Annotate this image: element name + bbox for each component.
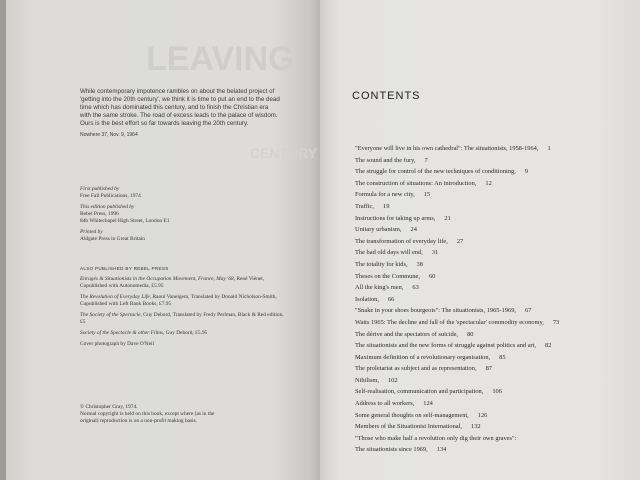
toc-entry-title: Address to all workers, xyxy=(355,400,415,408)
toc-entry-title: "Snake in your shoes bourgeois": The situationists, 1965-1969, xyxy=(355,307,517,315)
toc-entry-page: 19 xyxy=(383,202,390,210)
toc-entry xyxy=(355,294,595,306)
toc-entry-page: 38 xyxy=(416,260,423,268)
toc-entry-title: Instructions for taking up arms, xyxy=(355,214,436,222)
toc-entry xyxy=(355,259,595,271)
toc-entry-title: Maximum definition of a revolutionary organisation, xyxy=(355,353,491,361)
toc-entry-title: Isolation, xyxy=(355,295,379,303)
toc-entry-title: The transformation of everyday life, xyxy=(355,237,448,245)
book-title: The Society of the Spectacle xyxy=(80,312,141,318)
toc-entry xyxy=(355,444,595,456)
toc-entry-title: The dérive and the spectators of suicide, xyxy=(355,330,459,338)
toc-entry xyxy=(355,213,595,225)
book-details: , René Viénet, Copublished with Autonomedia, £5.95 xyxy=(80,276,265,289)
toc-entry-page: 132 xyxy=(471,423,481,431)
toc-entry xyxy=(355,421,595,433)
toc-entry-page: 73 xyxy=(552,318,560,326)
toc-entry-title: The bad old days will end, xyxy=(355,249,423,257)
toc-entry-page: 24 xyxy=(410,226,417,234)
toc-entry-page: 1 xyxy=(547,145,551,152)
toc-entry-page: 80 xyxy=(467,330,474,338)
contents-title: CONTENTS xyxy=(352,90,421,102)
book-item xyxy=(80,330,290,337)
toc-entry-page: 60 xyxy=(428,272,436,280)
toc-entry-title: The situationists since 1969, xyxy=(355,446,428,454)
toc-entry xyxy=(355,166,595,178)
printed-label: Printed by xyxy=(80,229,103,235)
toc-entry xyxy=(355,143,595,155)
toc-entry-page: 12 xyxy=(485,179,492,187)
table-of-contents xyxy=(355,143,595,456)
toc-entry xyxy=(355,224,595,236)
toc-entry-page: 106 xyxy=(492,388,502,396)
toc-entry-title: Traffic, xyxy=(355,202,374,210)
toc-entry-page: 7 xyxy=(424,156,428,164)
toc-entry xyxy=(355,410,595,422)
toc-entry xyxy=(355,201,595,213)
toc-entry-page: 134 xyxy=(436,446,447,454)
toc-entry-title: Formula for a new city, xyxy=(355,191,415,199)
toc-entry xyxy=(355,329,595,341)
toc-entry xyxy=(355,386,595,398)
first-published-label: First published by xyxy=(80,186,120,192)
edition-publisher: Rebel Press, 1996 xyxy=(80,211,119,217)
toc-entry xyxy=(355,236,595,248)
toc-entry-page: 66 xyxy=(387,295,395,303)
toc-entry xyxy=(355,189,595,201)
book-title: The Revolution of Everyday Life xyxy=(80,294,150,300)
toc-entry-title: The proletariat as subject and as representation, xyxy=(355,365,477,373)
printer: Aldgate Press in Great Britain xyxy=(80,236,145,242)
book-details: , Raoul Vaneigem, Translated by Donald Nicholson-Smith, Copublished with Left Bank Books, £7.95 xyxy=(80,294,277,307)
toc-entry-page: 124 xyxy=(423,400,433,408)
toc-entry-title: Some general thoughts on self-management, xyxy=(355,411,469,419)
toc-entry-title: The sound and the fury, xyxy=(355,156,416,164)
first-published: Free Fall Publications, 1974 xyxy=(80,193,141,199)
toc-entry-page: 126 xyxy=(477,411,488,419)
toc-entry-title: "Everyone will live in his own cathedral": The situationists, 1958-1964, xyxy=(355,145,539,152)
page-edge xyxy=(0,0,6,480)
toc-entry-title: Unitary urbanism, xyxy=(355,226,402,234)
toc-entry xyxy=(355,352,595,364)
toc-entry-title: Theses on the Commune, xyxy=(355,272,420,280)
toc-entry-title: All the king's men, xyxy=(355,284,404,292)
toc-entry-page: 31 xyxy=(431,249,439,257)
toc-entry-title: Nihilism, xyxy=(355,376,379,384)
book-details: , Guy Debord, Translated by Fredy Perlman, Black & Red edition, £5 xyxy=(80,312,284,325)
epigraph xyxy=(80,88,280,139)
book-item xyxy=(80,294,290,308)
toc-entry xyxy=(355,247,595,259)
book-title: Enragés & Situationists in the Occupation Movement, France, May '68 xyxy=(80,276,234,282)
toc-entry-page: 87 xyxy=(485,365,492,373)
toc-entry-page: 27 xyxy=(456,237,464,245)
toc-entry-title: The construction of situations: An introduction, xyxy=(355,179,477,187)
copyright-note: Normal copyright is held on this book, except where (as in the original) reproduction is on a non-profit making basis. xyxy=(80,411,215,424)
toc-entry-page: 21 xyxy=(444,214,451,222)
toc-entry-page: 15 xyxy=(423,191,431,199)
imprint xyxy=(80,186,290,247)
book-title: Society of the Spectacle & other Films xyxy=(80,330,163,336)
toc-entry xyxy=(355,398,595,410)
toc-entry-page: 67 xyxy=(525,307,532,315)
copyright: © Christopher Gray, 1974. xyxy=(80,404,138,410)
toc-entry xyxy=(355,282,595,294)
book-details: , Guy Debord, £5.95 xyxy=(162,330,208,336)
toc-entry-title: Self-realisation, communication and participation, xyxy=(355,388,484,396)
book-item xyxy=(80,312,290,326)
toc-entry-title: "Those who make half a revolution only dig their own graves": xyxy=(355,434,517,442)
toc-entry xyxy=(355,305,595,317)
epigraph-text: While contemporary impotence rambles on about the belated project of 'getting into the 20th century', we think it is time to put an end to the dead time which has dominated this century, and to finish the Christian era with the same stroke. The road of excess leads to the palace of wisdom. Ours is the best effort so far towards leaving the 20th century. xyxy=(80,88,280,127)
toc-entry xyxy=(355,433,595,445)
toc-entry xyxy=(355,178,595,190)
toc-entry xyxy=(355,155,595,167)
show-through-subheading: CENTURY xyxy=(250,145,318,161)
toc-entry xyxy=(355,340,595,352)
toc-entry-page: 9 xyxy=(524,168,528,176)
toc-entry-title: Watts 1965: The decline and fall of the 'spectacular' commodity economy, xyxy=(355,318,544,326)
also-published-heading: ALSO PUBLISHED BY REBEL PRESS xyxy=(80,266,169,271)
toc-entry-page: 102 xyxy=(387,376,398,384)
toc-entry-page: 82 xyxy=(545,342,552,350)
epigraph-source: Nowhere 37, Nov. 9, 1964 xyxy=(80,132,138,138)
show-through-heading: LEAVING xyxy=(146,40,295,78)
toc-entry-title: The struggle for control of the new techniques of conditioning, xyxy=(355,168,516,176)
toc-entry-title: Members of the Situationist International, xyxy=(355,423,463,431)
also-published xyxy=(80,265,290,352)
toc-entry-page: 85 xyxy=(499,353,506,361)
book-item xyxy=(80,276,290,290)
toc-entry-page: 63 xyxy=(412,284,419,292)
edition-label: This edition published by xyxy=(80,204,135,210)
toc-entry xyxy=(355,271,595,283)
toc-entry xyxy=(355,363,595,375)
toc-entry-title: The situationists and the new forms of struggle against politics and art, xyxy=(355,342,537,350)
cover-credit: Cover photograph by Dave O'Neil xyxy=(80,341,155,347)
toc-entry-title: The totality for kids, xyxy=(355,260,408,268)
edition-address: 84b Whitechapel High Street, London E1 xyxy=(80,218,170,224)
copyright-block xyxy=(80,404,230,425)
toc-entry xyxy=(355,317,595,329)
toc-entry xyxy=(355,375,595,387)
